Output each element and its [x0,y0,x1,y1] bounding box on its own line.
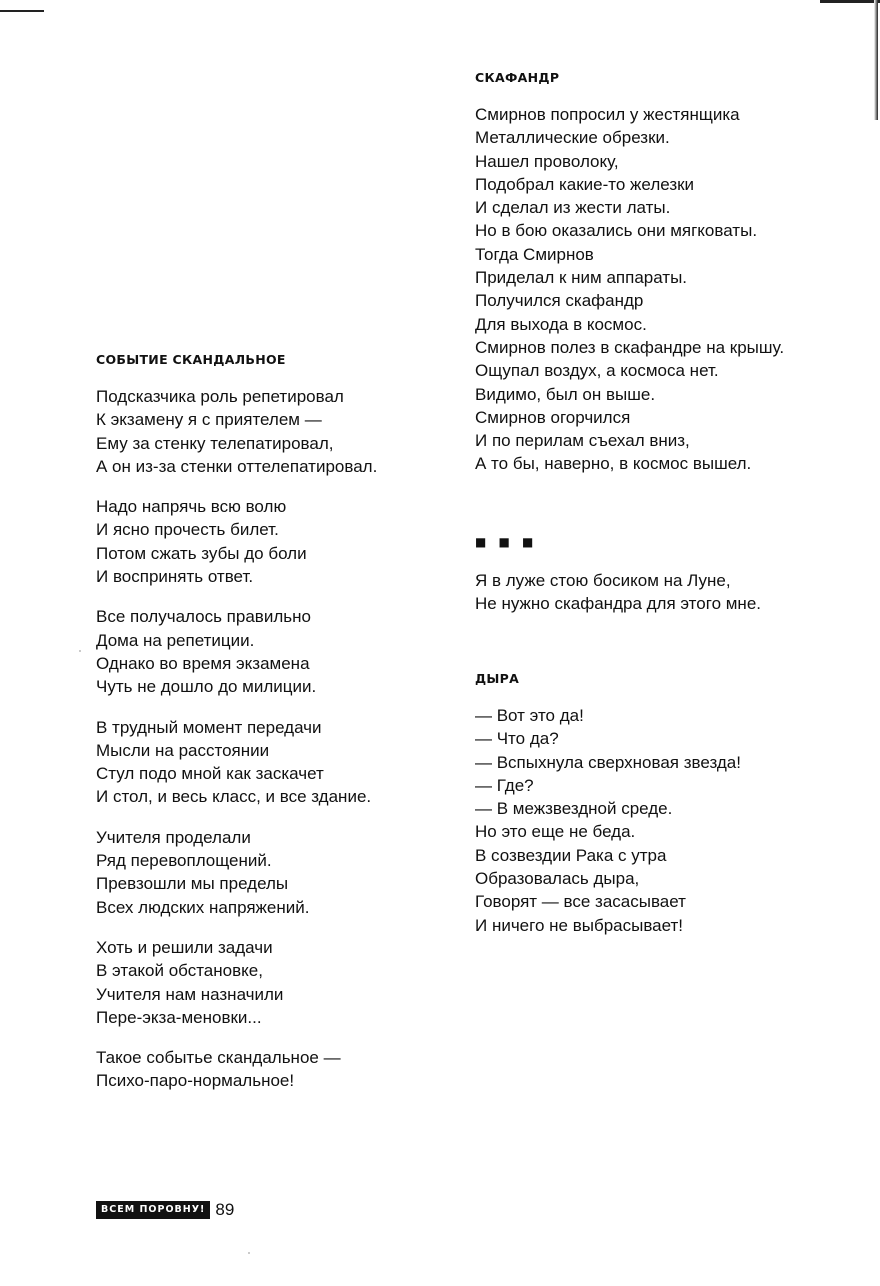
poem-line: Подобрал какие-то железки [475,174,695,194]
poem-line: Все получалось правильно [96,607,311,627]
poem-line: Психо-паро-нормальное! [96,1071,295,1091]
poem-body [475,103,784,476]
poem-title: СОБЫТИЕ СКАНДАЛЬНОЕ [96,352,286,367]
poem-line: Всех людских напряжений. [96,897,310,917]
poem-line: Надо напрячь всю волю [96,497,287,517]
poem-line: Дома на репетиции. [96,630,255,650]
poem-untitled [475,535,761,633]
poem-body [96,385,377,1093]
poem-dyra [475,671,741,954]
poem-line: — Что да? [475,729,559,749]
poem-line: Приделал к ним аппараты. [475,268,688,288]
poem-line: Образовалась дыра, [475,869,640,889]
poem-body [475,704,741,937]
poem-line: Потом сжать зубы до боли [96,543,307,563]
poem-line: Учителя проделали [96,827,251,847]
page-number: 89 [215,1200,235,1219]
poem-line: Стул подо мной как заскачет [96,764,324,784]
poem-line: Я в луже стою босиком на Луне, [475,571,731,590]
poem-line: Смирнов огорчился [475,407,631,427]
page-footer [96,1200,234,1220]
poem-line: И воспринять ответ. [96,567,254,587]
poem-line: Смирнов полез в скафандре на крышу. [475,337,785,357]
poem-line: Получился скафандр [475,291,644,311]
poem-title: ДЫРА [475,671,520,686]
poem-line: Для выхода в космос. [475,314,647,334]
page-edge-shadow [874,0,878,120]
poem-line: В трудный момент передачи [96,717,322,737]
poem-body [475,569,761,616]
stanza [96,936,377,1029]
poem-line: Однако во время экзамена [96,653,310,673]
poem-line: Металлические обрезки. [475,128,670,148]
poem-line: Подсказчика роль репетировал [96,387,344,406]
poem-line: Ряд перевоплощений. [96,851,272,871]
stanza [96,385,377,478]
poem-line: А то бы, наверно, в космос вышел. [475,454,752,474]
poem-line: — Вспыхнула сверхновая звезда! [475,752,741,772]
stanza [475,103,784,476]
book-title-badge: ВСЕМ ПОРОВНУ! [96,1201,210,1219]
poem-line: Учителя нам назначили [96,984,284,1004]
stanza [96,716,377,809]
poem-line: А он из-за стенки оттелепатировал. [96,456,378,476]
poem-line: Но в бою оказались они мягковаты. [475,221,758,241]
poem-title-separator: ■ ■ ■ [475,535,538,549]
stanza [96,495,377,588]
poem-line: Смирнов попросил у жестянщика [475,105,740,124]
poem-line: Нашел проволоку, [475,151,619,171]
poem-sobytie-skandalnoe [96,352,377,1110]
poem-line: Превзошли мы пределы [96,874,289,894]
poem-line: Ему за стенку телепатировал, [96,433,334,453]
poem-line: В этакой обстановке, [96,961,263,981]
poem-line: Мысли на расстоянии [96,740,270,760]
stanza [96,826,377,919]
poem-line: Пере-экза-меновки... [96,1007,262,1027]
poem-line: Видимо, был он выше. [475,384,656,404]
poem-line: Но это еще не беда. [475,822,636,842]
poem-line: Хоть и решили задачи [96,937,273,957]
poem-line: Тогда Смирнов [475,244,594,264]
poem-line: Такое событье скандальное — [96,1048,341,1068]
poem-line: В созвездии Рака с утра [475,845,667,865]
poem-line: И сделал из жести латы. [475,198,671,218]
poem-line: И ничего не выбрасывает! [475,915,684,935]
poem-line: Говорят — все засасывает [475,892,686,912]
poem-title: СКАФАНДР [475,70,560,85]
poem-skafandr [475,70,784,493]
poem-line: Ощупал воздух, а космоса нет. [475,361,719,381]
stanza [96,1046,377,1093]
page-edge-mark [0,10,44,12]
poem-line: — Где? [475,775,534,795]
poem-line: — В межзвездной среде. [475,799,673,819]
poem-line: Не нужно скафандра для этого мне. [475,594,761,614]
stanza [475,704,741,937]
poem-line: И стол, и весь класс, и все здание. [96,787,372,807]
poem-line: И ясно прочесть билет. [96,520,279,540]
scan-speck [79,650,81,652]
scan-speck [248,1252,250,1254]
poem-line: — Вот это да! [475,706,584,725]
poem-line: К экзамену я с приятелем — [96,410,322,430]
page-edge-mark [820,0,880,3]
stanza [96,605,377,698]
stanza [475,569,761,616]
poem-line: Чуть не дошло до милиции. [96,677,317,697]
poem-line: И по перилам съехал вниз, [475,431,690,451]
